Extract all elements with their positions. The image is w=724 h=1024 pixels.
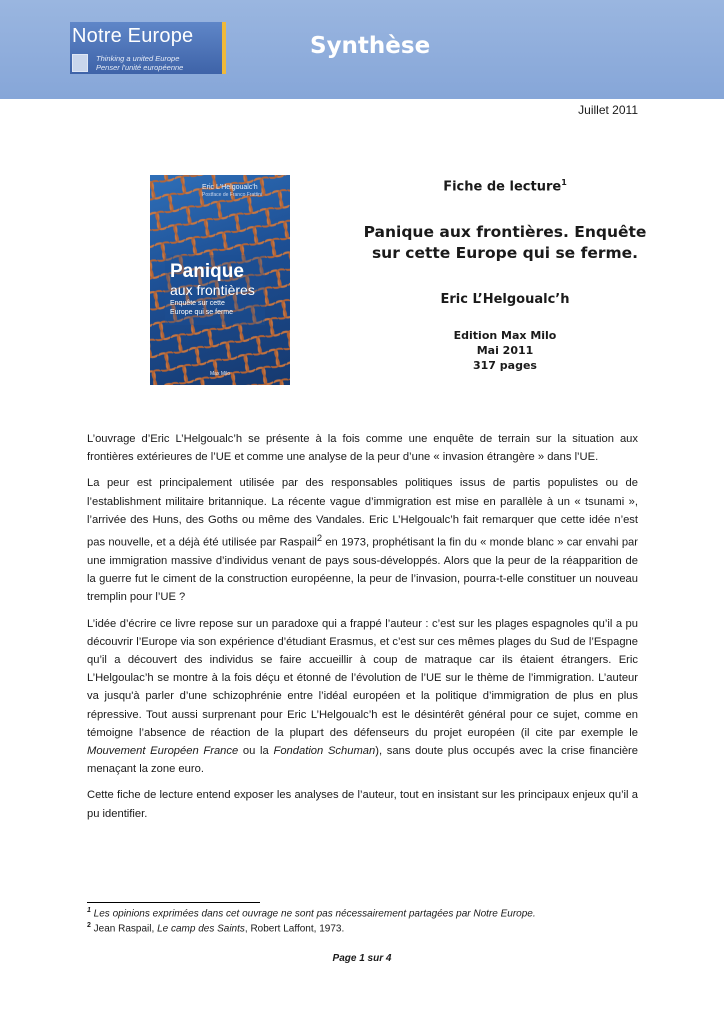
edition-pages: 317 pages	[473, 359, 537, 372]
europe-flag-icon	[72, 54, 88, 72]
book-title-line-1: Panique aux frontières. Enquête	[363, 223, 647, 241]
footnote-2-title: Le camp des Saints	[157, 923, 245, 935]
footnote-1	[87, 907, 536, 919]
page-header	[0, 0, 724, 99]
paragraph-2-part-1: La peur est principalement utilisée par des responsables politiques issus de partis populistes ou de l’establishment militaire britannique. La récente vague d’immigration est mise en parallèle à un « tsunami », l’arrivée des Huns, des Goths ou même des Vandales. Eric L’Helgoualc’h fait remarquer que cette idée n’est pas nouvelle, et a déjà été utilisée par Raspail	[87, 477, 638, 549]
footnote-ref-2: 2	[316, 533, 323, 544]
paragraph-3-part-1: L’idée d’écrire ce livre repose sur un paradoxe qui a frappé l’auteur : c’est sur les plages espagnoles qu’il a pu découvrir l’Europe via son expérience d’étudiant Erasmus, et c’est sur ces mêmes plages du Sud de l’Espagne qu’il a découvert des individus se faire accueillir à coup de matraque car ils étaient étrangers. Eric L’Helgoulac’h se montre à la fois déçu et étonné de l’évolution de l’UE sur le thème de l’immigration. L’auteur va jusqu'à parler d’une schizophrénie entre l’idéal européen et la politique d’immigration de plus en plus répressive. Tout aussi surprenant pour Eric L’Helgoualc’h est le désintérêt général pour ce sujet, comme en témoigne l’absence de réaction de la plupart des défenseurs du projet européen (il cite par exemple le	[87, 617, 638, 739]
cover-subtitle: aux frontières	[170, 282, 255, 298]
edition-date: Mai 2011	[476, 344, 534, 357]
paragraph-3-mid: ou la	[238, 744, 274, 757]
document-date: Juillet 2011	[578, 103, 638, 117]
logo-tagline-fr: Penser l'unité européenne	[96, 63, 184, 72]
cover-description: Enquête sur cette Europe qui se ferme	[170, 300, 234, 316]
cover-publisher: Max Milo	[210, 371, 231, 377]
footnote-divider	[87, 902, 260, 903]
book-author: Eric L’Helgoualc’h	[440, 292, 570, 307]
paragraph-2-part-2: en 1973, prophétisant la fin du « monde blanc » car envahi par une immigration massive d’individus venant de pays sous-développés. Alors que la peur de la réapparition de la guerre fut le ciment de la construction européenne, la peur de l’invasion, pourra-t-elle constituer un nouveau tremplin pour l’UE ?	[87, 536, 639, 604]
cover-title: Panique	[170, 261, 244, 282]
cover-postface: Postface de Franco Frattini	[202, 192, 263, 198]
footnote-2-text-a: Jean Raspail,	[90, 923, 158, 935]
edition-publisher: Edition Max Milo	[453, 329, 557, 342]
body-text	[87, 430, 638, 831]
notre-europe-logo	[70, 22, 226, 74]
header-title: Synthèse	[310, 33, 431, 59]
book-cover-image	[150, 175, 290, 385]
logo-tagline-en: Thinking a united Europe	[96, 54, 180, 63]
logo-title: Notre Europe	[72, 25, 194, 47]
footnote-1-text: Les opinions exprimées dans cet ouvrage ne sont pas nécessairement partagées par Notre Europe.	[90, 908, 536, 920]
ref-mouvement-europeen: Mouvement Européen France	[87, 744, 239, 757]
book-title	[340, 222, 670, 264]
footnote-1-number: 1	[87, 907, 91, 914]
footnote-ref-1: 1	[561, 178, 567, 187]
footnote-2	[87, 922, 344, 934]
book-title-line-2: sur cette Europe qui se ferme.	[371, 244, 639, 262]
paragraph-1: L’ouvrage d’Eric L’Helgoualc’h se présente à la fois comme une enquête de terrain sur la situation aux frontières extérieures de l’UE et comme une analyse de la peur d’une « invasion étrangère » dans l’UE.	[87, 433, 638, 464]
ref-fondation-schuman: Fondation Schuman	[273, 744, 376, 757]
fiche-heading	[340, 178, 670, 194]
paragraph-2	[87, 474, 638, 606]
cover-author: Eric L'Helgoualc'h	[202, 184, 258, 191]
paragraph-3-part-2: ), sans doute plus occupés avec la crise financière menaçant la zone euro.	[87, 744, 638, 776]
edition-info	[340, 328, 670, 373]
paragraph-4: Cette fiche de lecture entend exposer les analyses de l’auteur, tout en insistant sur les principaux enjeux qu’il a pu identifier.	[87, 789, 638, 820]
footnote-2-text-b: , Robert Laffont, 1973.	[244, 923, 345, 935]
page-number: Page 1 sur 4	[332, 953, 392, 964]
paragraph-3	[87, 615, 638, 779]
footnote-2-number: 2	[87, 922, 91, 929]
fiche-label: Fiche de lecture	[443, 179, 562, 195]
